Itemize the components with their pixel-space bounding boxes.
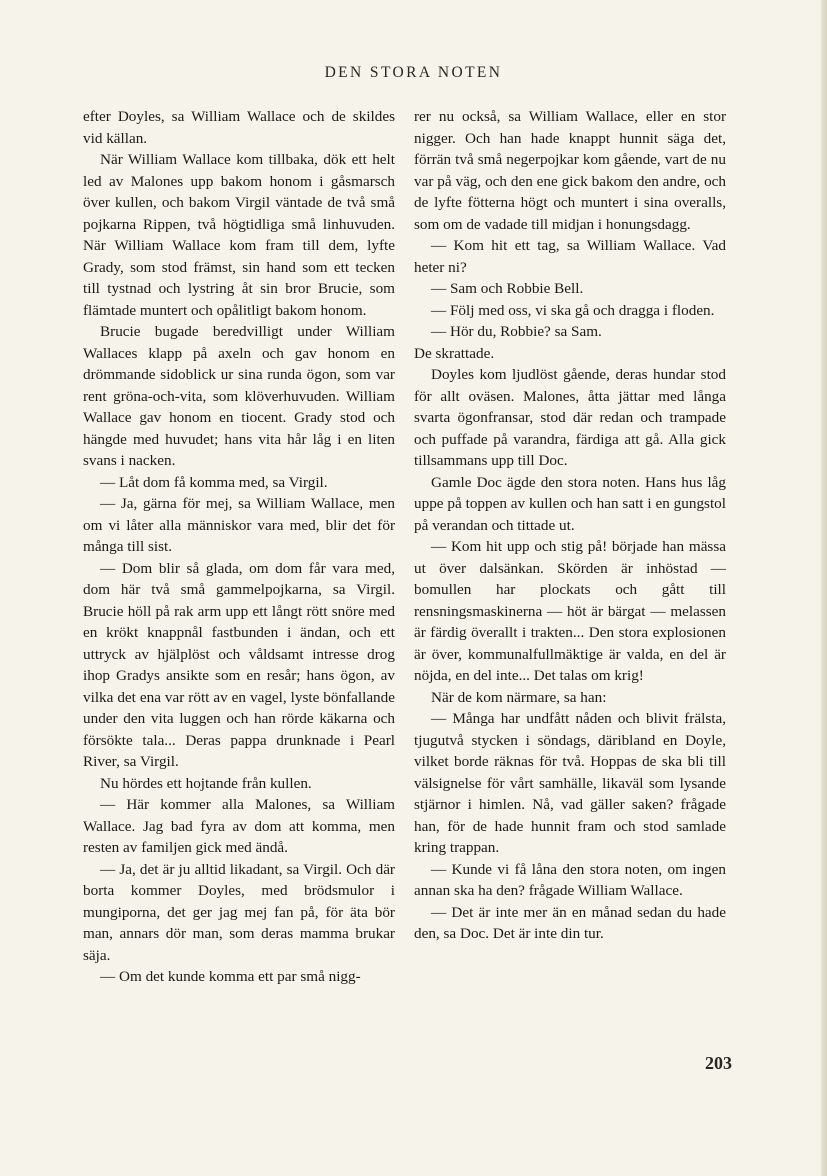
paragraph: — Följ med oss, vi ska gå och dragga i floden. (431, 301, 715, 319)
paragraph: När William Wallace kom tillbaka, dök ett helt led av Malones upp bakom honom i gåsmarsch över kullen, och bakom Virgil väntade de två små pojkarna Rippen, två högtidliga små linhuvuden. När William Wallace kom fram till dem, lyfte Grady, som stod främst, sin hand som ett tecken till tystnad och lystring åt sin bror Brucie, som flämtade muntert och opålitligt bakom honom. (83, 151, 395, 319)
paragraph: — Hör du, Robbie? sa Sam. (431, 323, 602, 340)
paragraph: Gamle Doc ägde den stora noten. Hans hus låg uppe på toppen av kullen och han satt i en gungstol på verandan och tittade ut. (414, 473, 726, 534)
paragraph: rer nu också, sa William Wallace, eller en stor nigger. Och han hade knappt hunnit säga det, förrän två små negerpojkar kom gående, vart de nu var på väg, och den ene gick bakom den andre, och de lyfte fötterna högt och muntert i sina overalls, som om de vadade till midjan i honungsdagg. (414, 108, 726, 233)
right-column (414, 106, 726, 945)
paragraph: — Låt dom få komma med, sa Virgil. (100, 473, 328, 491)
paragraph: — Här kommer alla Malones, sa William Wallace. Jag bad fyra av dom att komma, men resten av familjen gick med ändå. (83, 796, 395, 856)
paragraph: När de kom närmare, sa han: (431, 688, 607, 706)
paragraph: efter Doyles, sa William Wallace och de skildes vid källan. (83, 108, 395, 147)
paragraph: — Ja, gärna för mej, sa William Wallace, men om vi låter alla människor vara med, blir det för många till sist. (83, 495, 395, 555)
paragraph: — Kom hit ett tag, sa William Wallace. Vad heter ni? (414, 237, 726, 276)
paragraph: — Ja, det är ju alltid likadant, sa Virgil. Och där borta kommer Doyles, med brödsmulor i mungiporna, det ger jag mej fan på, för äta bör man, annars dör man, som deras mamma brukar säja. (83, 860, 395, 964)
paragraph: — Om det kunde komma ett par små nigg- (100, 968, 361, 985)
paragraph: — Sam och Robbie Bell. (431, 280, 584, 297)
paragraph: — Det är inte mer än en månad sedan du hade den, sa Doc. Det är inte din tur. (414, 903, 726, 942)
paragraph: — Kunde vi få låna den stora noten, om ingen annan ska ha den? frågade William Wallace. (414, 860, 726, 899)
running-title: DEN STORA NOTEN (324, 64, 503, 81)
paragraph: Brucie bugade beredvilligt under William Wallaces klapp på axeln och gav honom en drömmande sidoblick ur sina runda ögon, som var rent gröna-och-vita, som klöverhuvuden. William Wallace gav honom en tiocent. Grady stod och hängde med huvudet; hans vita hår låg i en liten svans i nacken. (83, 323, 395, 469)
page-edge (821, 0, 827, 1176)
paragraph: — Många har undfått nåden och blivit frälsta, tjugutvå stycken i söndags, däribland en Doyle, vilket borde räknas för två. Hoppas de ska bli till välsignelse för vårt samhälle, likaväl som lysande stjärnor i himlen. Nå, vad gäller saken? frågade han, för de hade hunnit fram och stod samlade kring trappan. (414, 710, 726, 856)
left-column (83, 106, 395, 988)
page-number: 203 (705, 1053, 732, 1073)
paragraph: — Dom blir så glada, om dom får vara med, dom här två små gammelpojkarna, sa Virgil. Brucie höll på rak arm upp ett långt rött snöre med en krökt knappnål fastbunden i ändan, och ett uttryck av hjälplöst och våldsamt intresse drog ihop Gradys ansikte som en resår; hans ögon, av vilka det ena var rött av en vagel, lyste bönfallande under den vita luggen och han rörde käkarna och försökte tala... Deras pappa drunknade i Pearl River, sa Virgil. (83, 559, 395, 770)
paragraph: Doyles kom ljudlöst gående, deras hundar stod för allt oväsen. Malones, åtta jättar med långa svarta ögonfransar, stod där redan och trampade och puffade på varandra, färdiga att gå. Alla gick tillsammans upp till Doc. (414, 366, 726, 469)
paragraph: — Kom hit upp och stig på! började han mässa ut över dalsänkan. Skörden är inhöstad — bomullen har plockats och gått till rensningsmaskinerna — höt är bärgat — melassen är färdig överallt i trakten... Den stora explosionen är över, kommunalfullmäktige är valda, en del är nöjda, en del inte... Det talas om krig! (414, 538, 726, 684)
paragraph: De skrattade. (414, 344, 495, 362)
paragraph: Nu hördes ett hojtande från kullen. (100, 774, 312, 792)
